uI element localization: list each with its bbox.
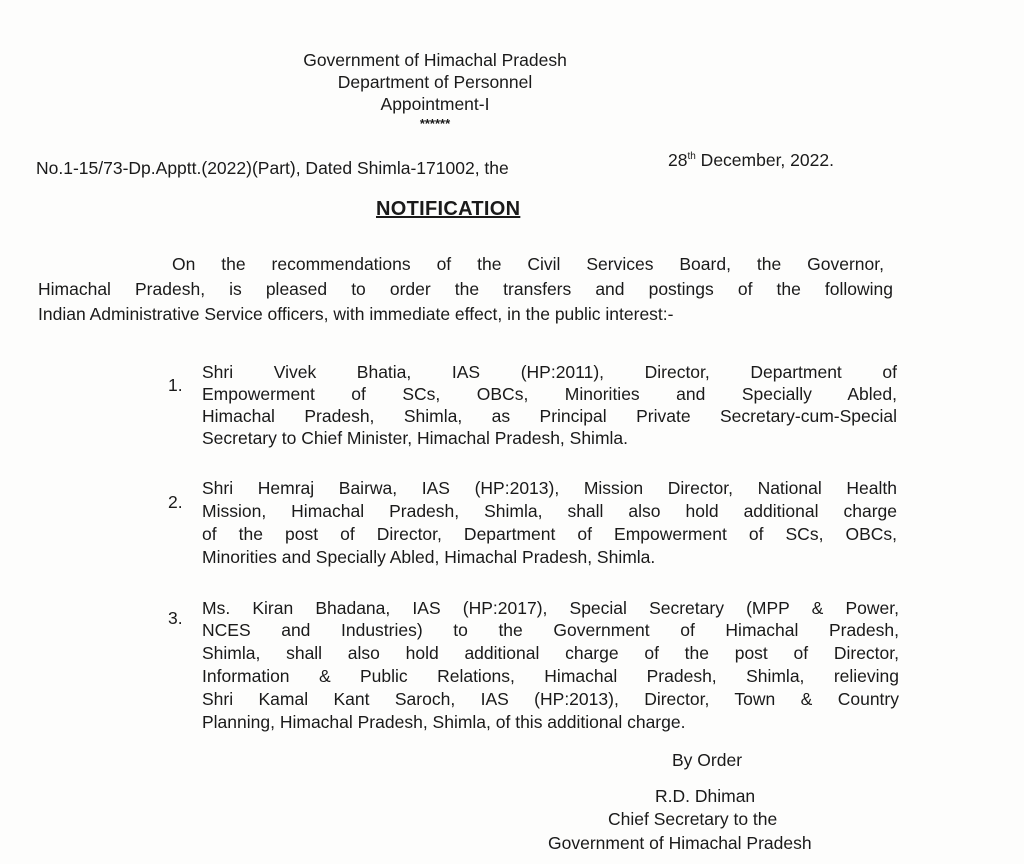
header-government: Government of Himachal Pradesh — [303, 50, 567, 70]
item-number: 2. — [168, 492, 183, 512]
signatory-government: Government of Himachal Pradesh — [548, 833, 812, 853]
by-order: By Order — [672, 750, 743, 770]
signatory-name: R.D. Dhiman — [655, 786, 756, 806]
item-line: Shri Vivek Bhatia, IAS (HP:2011), Director, Department of — [202, 362, 897, 382]
reference-number: No.1-15/73-Dp.Apptt.(2022)(Part), Dated Shimla-171002, the — [36, 158, 509, 178]
item-line: Ms. Kiran Bhadana, IAS (HP:2017), Special Secretary (MPP & Power, — [202, 598, 899, 618]
item-line: Information & Public Relations, Himachal Pradesh, Shimla, relieving — [202, 666, 899, 686]
intro-line: Himachal Pradesh, is pleased to order the transfers and postings of the following — [38, 279, 893, 299]
signatory-designation: Chief Secretary to the — [608, 809, 778, 829]
item-line: Minorities and Specially Abled, Himachal Pradesh, Shimla. — [202, 547, 656, 567]
item-line: Mission, Himachal Pradesh, Shimla, shall also hold additional charge — [202, 501, 897, 521]
reference-date — [668, 150, 834, 171]
item-line: Empowerment of SCs, OBCs, Minorities and Specially Abled, — [202, 384, 897, 404]
item-line: Shri Kamal Kant Saroch, IAS (HP:2013), Director, Town & Country — [202, 689, 899, 709]
item-line: Planning, Himachal Pradesh, Shimla, of this additional charge. — [202, 712, 686, 732]
item-line: Shri Hemraj Bairwa, IAS (HP:2013), Mission Director, National Health — [202, 478, 897, 498]
item-line: NCES and Industries) to the Government of Himachal Pradesh, — [202, 620, 899, 640]
header-section: Appointment-I — [380, 94, 490, 114]
notification-title: NOTIFICATION — [376, 198, 521, 220]
item-number: 3. — [168, 608, 183, 628]
date-suffix: th — [687, 151, 696, 163]
header-department: Department of Personnel — [337, 72, 533, 92]
item-line: Shimla, shall also hold additional charge of the post of Director, — [202, 643, 899, 663]
intro-line: On the recommendations of the Civil Services Board, the Governor, — [172, 254, 884, 274]
item-line: of the post of Director, Department of Empowerment of SCs, OBCs, — [202, 524, 897, 544]
item-number: 1. — [168, 375, 183, 395]
date-day: 28 — [668, 150, 688, 170]
header-stars: ****** — [419, 116, 451, 131]
item-line: Secretary to Chief Minister, Himachal Pradesh, Shimla. — [202, 428, 628, 448]
intro-line: Indian Administrative Service officers, with immediate effect, in the public interest:- — [38, 304, 674, 324]
date-rest: December, 2022. — [695, 150, 834, 170]
item-line: Himachal Pradesh, Shimla, as Principal Private Secretary-cum-Special — [202, 406, 897, 426]
